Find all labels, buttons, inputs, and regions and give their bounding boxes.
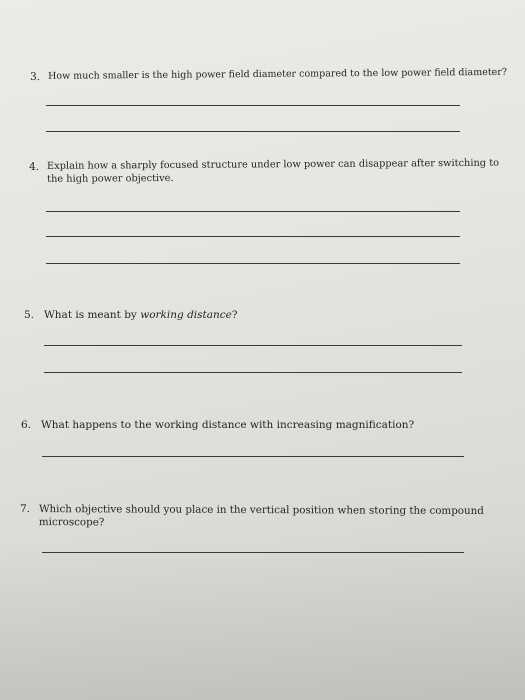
question-text-line-1: Which objective should you place in the vertical position when storing the compound — [38, 503, 484, 518]
answer-line[interactable] — [46, 263, 460, 264]
question-text-line-1: Explain how a sharply focused structure under low power can disappear after switching to — [46, 157, 500, 172]
question-text-line-2: microscope? — [38, 516, 105, 529]
question-number: 6. — [21, 419, 32, 431]
question-number: 3. — [30, 70, 41, 83]
question-number: 4. — [29, 160, 40, 173]
answer-line[interactable] — [46, 236, 460, 237]
answer-line[interactable] — [46, 211, 460, 212]
question-text-prefix: What is meant by — [44, 309, 141, 321]
answer-line[interactable] — [46, 131, 460, 132]
answer-line[interactable] — [42, 552, 464, 553]
answer-line[interactable] — [42, 456, 464, 457]
answer-line[interactable] — [46, 105, 460, 106]
question-text-suffix: ? — [231, 309, 238, 321]
question-text: How much smaller is the high power field diameter compared to the low power field diameter? — [47, 66, 507, 82]
question-text: What happens to the working distance with increasing magnification? — [41, 419, 415, 431]
question-number: 5. — [24, 309, 35, 321]
question-text-line-2: the high power objective. — [47, 172, 174, 185]
question-number: 7. — [19, 503, 31, 516]
question-text-emphasis: working distance — [140, 309, 232, 321]
answer-line[interactable] — [44, 372, 462, 373]
question-text — [44, 309, 238, 321]
answer-line[interactable] — [44, 345, 462, 346]
